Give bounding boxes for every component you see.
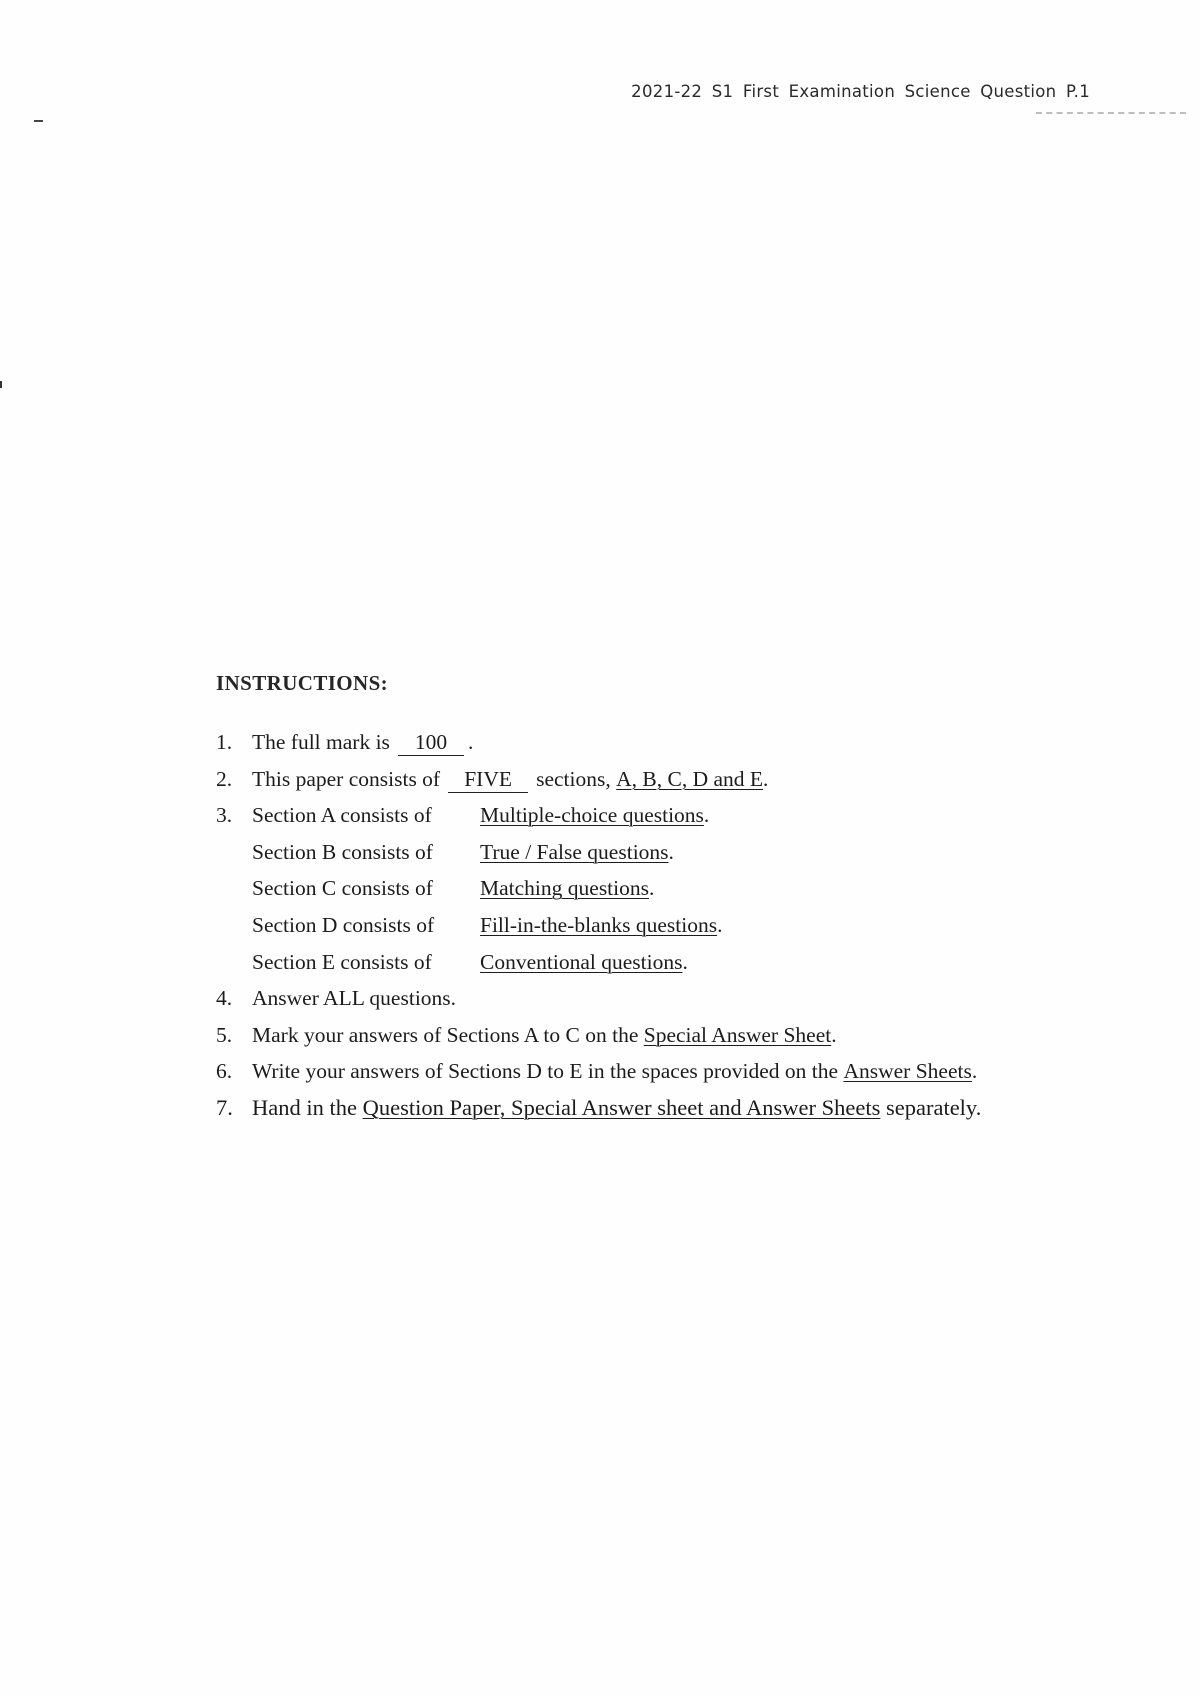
instructions-block <box>216 671 1136 1127</box>
section-line <box>216 907 1136 944</box>
section-type: Multiple-choice questions <box>480 803 704 828</box>
item-punct: . <box>831 1022 837 1047</box>
item-punct: . <box>703 803 710 828</box>
full-mark-value: 100 <box>398 729 464 756</box>
item-text: Mark your answers of Sections A to C on the <box>252 1022 639 1047</box>
page-header: 2021-22 S1 First Examination Science Question P.1 <box>631 82 1090 101</box>
instruction-item-5 <box>216 1017 1136 1054</box>
instruction-item-6 <box>216 1053 1136 1090</box>
section-list: A, B, C, D and E <box>616 766 764 791</box>
section-line <box>216 944 1136 981</box>
section-label: Section C consists of <box>252 876 433 901</box>
section-count-value: FIVE <box>448 766 528 793</box>
section-type: True / False questions <box>480 839 669 864</box>
scan-smudge <box>1036 112 1186 117</box>
item-punct: . <box>971 1059 978 1084</box>
section-line <box>216 870 1136 907</box>
section-label: Section B consists of <box>252 839 433 864</box>
item-punct: . <box>668 839 674 864</box>
item-text: sections, <box>536 766 611 791</box>
item-text: Write your answers of Sections D to E in the spaces provided on the <box>252 1059 839 1084</box>
section-type: Fill-in-the-blanks questions <box>480 912 718 937</box>
item-punct: . <box>763 766 769 791</box>
item-number: 4. <box>216 986 233 1011</box>
item-text: Hand in the <box>252 1094 357 1120</box>
item-text: Answer ALL questions. <box>252 986 457 1011</box>
item-punct: . <box>717 912 723 937</box>
instructions-heading: INSTRUCTIONS: <box>216 671 389 695</box>
instruction-item-7 <box>216 1090 1136 1127</box>
special-answer-sheet-text: Special Answer Sheet <box>643 1022 832 1047</box>
section-line <box>216 834 1136 871</box>
section-label: Section E consists of <box>252 949 432 974</box>
instruction-item-2 <box>216 761 1136 798</box>
item-punct: . <box>682 949 688 974</box>
scan-mark <box>0 381 2 388</box>
section-label: Section A consists of <box>252 803 432 828</box>
instruction-item-4 <box>216 980 1136 1017</box>
item-text: separately. <box>885 1094 982 1120</box>
scan-mark <box>34 120 43 122</box>
item-number: 5. <box>216 1022 233 1047</box>
item-number: 6. <box>216 1059 233 1084</box>
section-type: Conventional questions <box>480 949 683 974</box>
item-number: 7. <box>216 1094 233 1120</box>
section-type: Matching questions <box>480 876 649 901</box>
item-number: 1. <box>216 730 233 754</box>
item-punct: . <box>649 876 655 901</box>
item-text: This paper consists of <box>252 766 441 791</box>
answer-sheets-text: Answer Sheets <box>843 1059 972 1084</box>
item-number: 2. <box>216 766 233 791</box>
instruction-item-3 <box>216 797 1136 834</box>
item-punct: . <box>467 730 474 754</box>
item-text: The full mark is <box>252 730 390 754</box>
section-label: Section D consists of <box>252 912 435 937</box>
item-number: 3. <box>216 803 233 828</box>
hand-in-materials-text: Question Paper, Special Answer sheet and Answer Sheets <box>362 1094 881 1120</box>
instruction-item-1 <box>216 724 1136 761</box>
